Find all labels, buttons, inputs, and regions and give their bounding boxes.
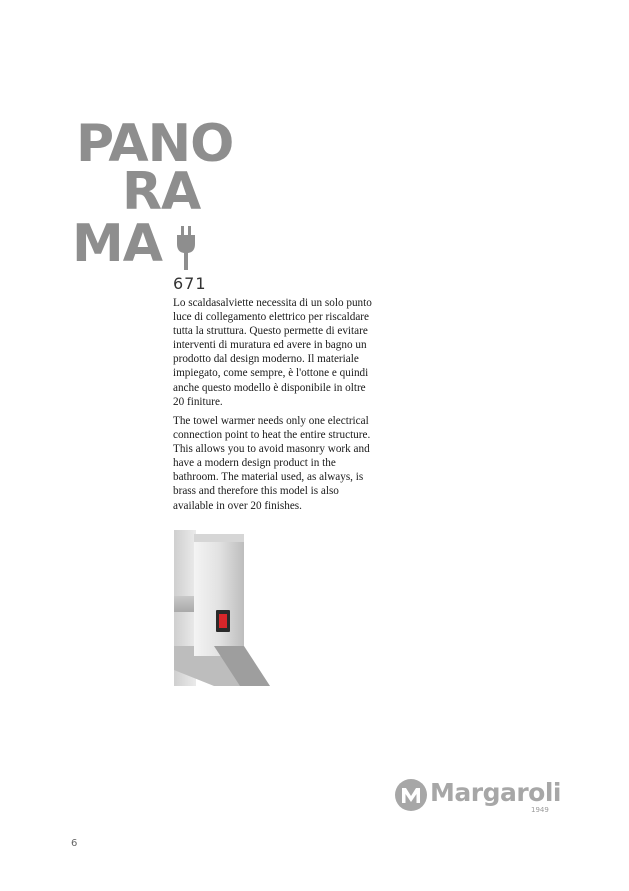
margaroli-m-icon <box>394 778 428 812</box>
description-english: The towel warmer needs only one electrical connection point to heat the entire structure. This allows you to avoid masonry work and have a modern design product in the bathroom. The material used, as always, is brass and therefore this model is also available in over 20 finishes. <box>173 415 371 512</box>
title-line-3: MA <box>72 214 162 274</box>
towel-warmer-image <box>174 530 272 686</box>
title-line-2: RA <box>122 162 201 222</box>
product-photo <box>174 530 272 686</box>
title-line-1: PANO <box>76 114 234 174</box>
margaroli-logo <box>394 774 564 818</box>
description-italian: Lo scaldasalviette necessita di un solo punto luce di collegamento elettrico per riscaldare tutta la struttura. Questo permette di evitare interventi di muratura ed avere in bagno un prodotto dal design moderno. Il materiale impiegato, come sempre, è l'ottone e quindi anche questo modello è disponibile in oltre 20 finiture. <box>173 297 372 408</box>
page-number: 6 <box>71 838 78 849</box>
model-number: 671 <box>173 274 207 293</box>
plug-icon <box>174 226 198 270</box>
logo-name: Margaroli <box>430 778 561 807</box>
logo-year: 1949 <box>531 806 549 814</box>
